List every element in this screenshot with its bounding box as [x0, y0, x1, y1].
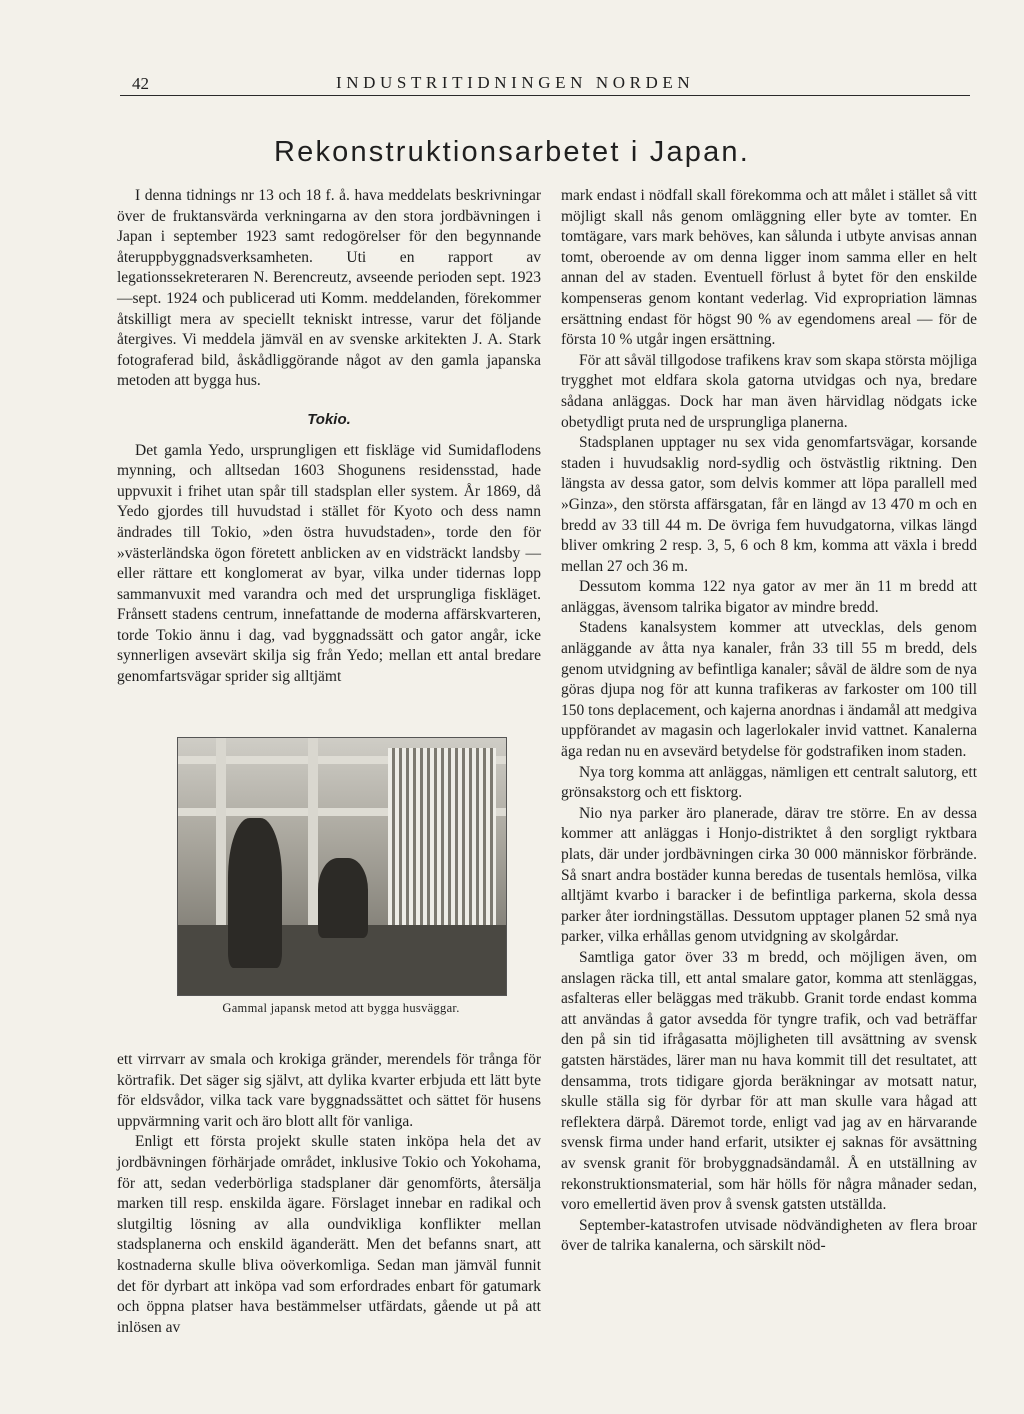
body-paragraph: September-katastrofen utvisade nödvändigheten av flera broar över de talrika kanalerna, och särskilt nöd-	[561, 1216, 977, 1255]
left-column	[117, 186, 541, 688]
photo-caption: Gammal japansk metod att bygga husväggar.	[222, 1001, 460, 1015]
photograph	[177, 737, 507, 996]
photo-worker-standing	[228, 818, 282, 968]
left-column-continued	[117, 1050, 541, 1338]
body-paragraph: Dessutom komma 122 nya gator av mer än 11 m bredd att anläggas, ävensom talrika bigator av mindre bredd.	[561, 578, 977, 616]
body-paragraph: Det gamla Yedo, ursprungligen ett fiskläge vid Sumidaflodens mynning, och alltsedan 1603 Shogunens residensstad, hade uppvuxit i frihet utan spår till stadsplan eller system. År 1869, då Yedo gjordes till huvudstad i stället för Kyoto och dess namn ändrades till Tokio, »den östra huvudstaden», torde den för »västerländska ögon företett anblicken av en vidsträckt landsby — eller rättare ett konglomerat av byar, vilka under tidernas lopp sammanvuxit med varandra och med det ursprungliga fiskläget. Frånsett stadens centrum, innefattande de moderna affärskvarteren, torde Tokio ännu i dag, vad byggnadssätt och gator angår, icke synnerligen avsevärt skilja sig från Yedo; mellan ett antal bredare genomfartsvägar sprider sig alltjämt	[117, 441, 541, 686]
body-paragraph: Stadsplanen upptager nu sex vida genomfartsvägar, korsande staden i huvudsaklig nord-sydlig och östvästlig riktning. Den längsta av dessa gator, som delvis kommer att löpa parallell med »Ginza», den största affärsgatan, får en längd av 13 470 m och en bredd av 33 till 44 m. De övriga fem huvudgatorna, vilkas längd bliver omkring 2 resp. 3, 5, 6 och 8 km, komma att växla i bredd mellan 27 och 36 m.	[561, 434, 977, 575]
body-paragraph: Nio nya parker äro planerade, därav tre större. En av dessa kommer att anläggas i Honjo-distriktet å den sorgligt ryktbara plats, där under jordbävningen cirka 30 000 människor förbrände. Så snart andra bostäder kunna beredas de tusentals hemlösa, vilka alltjämt kvarbo i baracker i de befintliga parkerna, skola dessa parker åter iordningställas. Dessutom upptager planen 52 små nya parker, vilka erhållas genom utvidgning av skolgårdar.	[561, 804, 977, 946]
intro-paragraph: I denna tidnings nr 13 och 18 f. å. hava meddelats beskrivningar över de fruktansvärda verkningarna av den stora jordbävningen i Japan i september 1923 samt redogörelser för den begynnande återuppbyggnadsverksamheten. Uti en rapport av legationssekreteraren N. Berencreutz, avseende perioden sept. 1923—sept. 1924 och publicerad uti Komm. meddelanden, förekommer åtskilligt mera av speciellt tekniskt intresse, varur det följande återgives. Vi meddela jämväl en av svenske arkitekten J. A. Stark fotograferad bild, åskådliggörande något av den gamla japanska metoden att bygga hus.	[117, 187, 541, 390]
body-paragraph: mark endast i nödfall skall förekomma och att målet i stället så vitt möjligt skall nås genom omläggning eller byte av tomter. En tomtägare, vars mark behöves, kan sålunda i utbyte anvisas annan tomt, oberoende av om denna ligger inom samma eller en helt annan del av staden. Eventuell förlust å bytet för den enskilde kompenseras genom kontant vederlag. Vid expropriation lämnas ersättning endast för högst 90 % av egendomens areal — för de första 10 % utgår ingen ersättning.	[561, 187, 977, 349]
right-column	[561, 186, 977, 1257]
body-paragraph: Enligt ett första projekt skulle staten inköpa hela det av jordbävningen förhärjade området, inklusive Tokio och Yokohama, för att, sedan vederbörliga stadsplaner där genomförts, återsälja marken till resp. enskilda ägare. Förslaget innebar en radikal och slutgiltig lösning av alla oundvikliga konflikter mellan stadsplanerna och enskild äganderätt. Men det befanns snart, att kostnaderna skulle bliva oöverkomliga. Sedan man jämväl funnit det för dyrbart att inköpa vad som erfordrades enbart för gatumark och öppna platser hava bestämmelser utfärdats, gående ut på att inlösen av	[117, 1133, 541, 1336]
body-paragraph: För att såväl tillgodose trafikens krav som skapa största möjliga trygghet mot eldfara skola gatorna utvidgas och nya, bredare sådana anläggas. Dock har man även härvidlag nödgats icke obetydligt pruta ned de ursprungliga planerna.	[561, 351, 977, 431]
header-rule	[120, 95, 970, 96]
body-paragraph: Samtliga gator över 33 m bredd, och möjligen även, om anslagen räcka till, ett antal smalare gator, komma att stenläggas, asfalteras eller beläggas med träkubb. Granit torde endast komma att användas å gator avsedda för tyngre trafik, och vad beträffar den på sin tid ifrågasatta möjligheten till avsättning av svensk gatsten härstädes, lärer man nu hava kommit till det resultatet, att densamma, trots tidigare gjorda beräkningar av motsatt natur, skulle ställa sig för dyrbar för att man skulle vara hågad att reflektera därpå. Däremot torde, enligt vad jag av en härvarande svensk firma under hand erfarit, utsikter ej saknas för avsättning av svensk granit för brobyggnadsändamål. Å en utställning av rekonstruktionsmaterial, som här hölls för några månader sedan, voro emellertid även prov å svensk gatsten utställda.	[561, 948, 977, 1214]
section-heading: Tokio.	[307, 410, 351, 428]
body-paragraph: Stadens kanalsystem kommer att utvecklas, dels genom anläggande av åtta nya kanaler, från 33 till 55 m bredd, dels genom utvidgning av befintliga kanaler; såväl de äldre som de nya göras djupa nog för att kunna trafikeras av farkoster om 100 till 150 tons deplacement, och kajerna anordnas i ändamål att medgiva uppförandet av magasin och lagerlokaler invid vattnet. Kanalerna äga redan nu en avsevärd betydelse för godstrafiken inom staden.	[561, 619, 977, 761]
page-number: 42	[132, 74, 149, 93]
article-title: Rekonstruktionsarbetet i Japan.	[273, 136, 751, 168]
running-head: INDUSTRITIDNINGEN NORDEN	[336, 73, 695, 92]
body-paragraph: ett virrvarr av smala och krokiga gränder, merendels för trånga för körtrafik. Det säger sig självt, att dylika kvarter erbjuda ett lätt byte för eldsvådor, vilka tack vare byggnadssättet och sättet för husens uppvärmning varit och äro blott allt för vanliga.	[117, 1051, 541, 1130]
body-paragraph: Nya torg komma att anläggas, nämligen ett centralt salutorg, ett grönsakstorg och ett fisktorg.	[561, 763, 977, 802]
photo-worker-crouching	[318, 858, 368, 938]
